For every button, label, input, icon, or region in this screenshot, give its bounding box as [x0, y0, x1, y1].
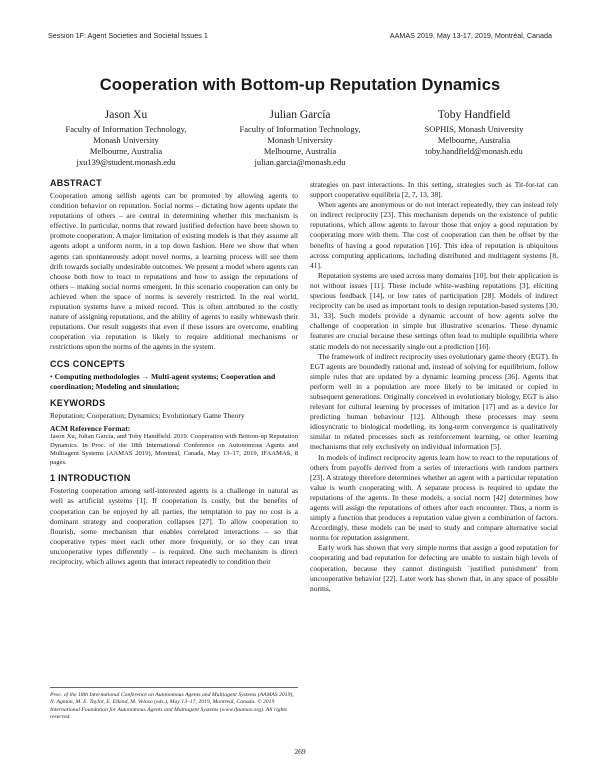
acm-reference-text: Jason Xu, Julian García, and Toby Handfield. 2019. Cooperation with Bottom-up Reputation Dynamics. In Proc. of the 18th International Conference on Autonomous Agents and Multiagent Systems (AAMAS 2019), Montreal, Canada, May 13–17, 2019, IFAAMAS, 8 pages.: [50, 433, 298, 466]
author-3: [388, 109, 560, 169]
author-affiliation: Faculty of Information Technology,: [239, 123, 361, 134]
body-paragraph: Early work has shown that very simple norms that assign a good reputation for cooperating and bad reputation for defecting are unable to sustain high levels of cooperation, because they cannot distinguish `justified punishment' from uncooperative behavior [22]. Later work has shown that, in any space of possible norms,: [310, 543, 558, 593]
ccs-heading: CCS CONCEPTS: [50, 358, 126, 369]
author-block: [40, 109, 560, 169]
ccs-bullet: •: [50, 371, 53, 381]
keywords-text: Reputation; Cooperation; Dynamics; Evolutionary Game Theory: [50, 410, 245, 420]
author-affiliation: SOPHIS, Monash University: [424, 123, 524, 134]
author-1: [40, 109, 212, 169]
ccs-concepts: [50, 372, 298, 392]
left-column: [50, 178, 298, 567]
author-email: julian.garcia@monash.edu: [254, 157, 346, 168]
author-affiliation: Faculty of Information Technology,: [65, 123, 187, 134]
author-email: toby.handfield@monash.edu: [425, 146, 523, 157]
introduction-text: Fostering cooperation among self-interested agents is a challenge in natural as well as artificial systems [1]. If cooperation is costly, but the benefits of cooperation can be enjoyed by all parties, the temptation to pay no cost is a dominant strategy and cooperation collapses [27]. To allow cooperation to flourish, some mechanism that enables correlated interactions – so that cooperative types meet each other more frequently, or so they can treat uncooperative types differently – is required. One such mechanism is direct reciprocity, which allows agents that interact repeatedly to condition their: [50, 486, 298, 567]
page-number: 269: [294, 747, 306, 756]
abstract-text: Cooperation among selfish agents can be promoted by allowing agents to condition behavior on reputation. Social norms – dictating how agents update the reputations of others – are central in determining whether this mechanism is effective. In particular, norms that reward justified defection have been shown to promote cooperation. A major limitation of existing models is that they assume all agents adopt a uniform norm, in a top down fashion. Here we show that when agents can spontaneously adopt novel norms, a learning process will see them drift towards socially undesirable outcomes. We present a model where agents can choose both how to react to reputations and how to assign the reputations of others – making social norms emergent. In this scenario cooperation can only be achieved when the space of norms is severely restricted. In the real world, reputation systems have a mixed record. This is often attributed to the costly nature of assigning reputations, and the ability of agents to easily whitewash their reputations. Our result suggests that even if these issues are overcome, enabling cooperation via reputation is likely to require additional mechanisms or restrictions upon the norms of the agents in the system.: [50, 191, 298, 352]
ccs-text: Computing methodologies → Multi-agent systems; Cooperation and coordination; Modeling and simulation;: [50, 371, 276, 391]
author-affiliation: Monash University: [267, 134, 333, 145]
author-2: [214, 109, 386, 169]
author-location: Melbourne, Australia: [263, 146, 337, 157]
body-paragraph: Reputation systems are used across many domains [10], but their application is not without issues [11]. These include white-washing reputations [3], eliciting specious feedback [14], or low rates of participation [28]. Models of indirect reciprocity can be used as important tools to design reputation-based systems [30, 31, 33]. Such models provide a dynamic account of how agents solve the challenge of cooperation in simple but illustrative scenarios. These dynamic features are crucial because these settings often lead to multiple equilibria where static models do not necessarily single out a prediction [16].: [310, 270, 558, 351]
acm-reference-heading: ACM Reference Format:: [50, 424, 131, 433]
body-paragraph: In models of indirect reciprocity agents learn how to react to the reputations of others from payoffs derived from a series of interactions with random partners [23]. A strategy therefore determines whether an agent with a particular reputation value is worth cooperating with. A separate process is required to update the reputations of the agents. In these models, a social norm [42] determines how agents will assign the reputations of others after each encounter. Thus, a norm is simply a function that produces a reputation value given a combination of factors. Accordingly, these models can be used to study and compare alternative social norms for reputation assignment.: [310, 452, 558, 543]
body-paragraph: The framework of indirect reciprocity uses evolutionary game theory (EGT). In EGT agents are boundedly rational and, instead of solving for equilibrium, follow simple rules that are updated by a dynamic learning process [36]. Agents that perform well in a population are more likely to be imitated or copied in subsequent generations. Originally conceived in evolutionary biology, EGT is also relevant for cultural learning by processes of imitation [17] and as a device for predicting human behaviour [12]. Although these processes may seem idiosyncratic to biological modelling, its long-term convergence is qualitatively similar to related processes such as reinforcement learning, or other learning mechanisms that rely exclusively on individual information [5].: [310, 351, 558, 452]
author-email: jxu139@student.monash.edu: [76, 157, 176, 168]
author-location: Melbourne, Australia: [437, 134, 511, 145]
keywords-heading: KEYWORDS: [50, 397, 106, 408]
running-header-right: AAMAS 2019, May 13-17, 2019, Montréal, Canada: [389, 31, 552, 40]
author-name: Toby Handfield: [437, 109, 511, 121]
body-paragraph: strategies on past interactions. In this setting, strategies such as Tit-for-tat can support cooperative equilibria [2, 7, 13, 38].: [310, 180, 558, 200]
abstract-heading: ABSTRACT: [50, 178, 102, 188]
right-column: [310, 180, 558, 594]
author-location: Melbourne, Australia: [89, 146, 163, 157]
author-affiliation: Monash University: [93, 134, 159, 145]
introduction-heading: 1 INTRODUCTION: [50, 473, 131, 484]
conference-footnote: Proc. of the 18th International Conference on Autonomous Agents and Multiagent Systems (AAMAS 2019), N. Agmon, M. E. Taylor, E. Elkind, M. Veloso (eds.), May 13–17, 2019, Montreal, Canada. © 2019 International Foundation for Autonomous Agents and Multiagent Systems (www.ifaamas.org). All rights reserved.: [50, 687, 298, 722]
author-name: Julian García: [269, 109, 331, 121]
author-name: Jason Xu: [104, 109, 148, 121]
paper-title: Cooperation with Bottom-up Reputation Dynamics: [99, 76, 501, 94]
body-paragraph: When agents are anonymous or do not interact repeatedly, they can instead rely on indirect reciprocity [23]. This mechanism depends on the existence of public reputations, which allow agents to favour those that enjoy a good reputation by cooperating more with them. The cost of cooperation can then be offset by the benefits of having a good reputation [16]. This idea of reputation is ubiquitous across computing applications, including distributed and multiagent systems [8, 41].: [310, 200, 558, 270]
running-header-left: Session 1F: Agent Societies and Societal Issues 1: [48, 31, 208, 40]
